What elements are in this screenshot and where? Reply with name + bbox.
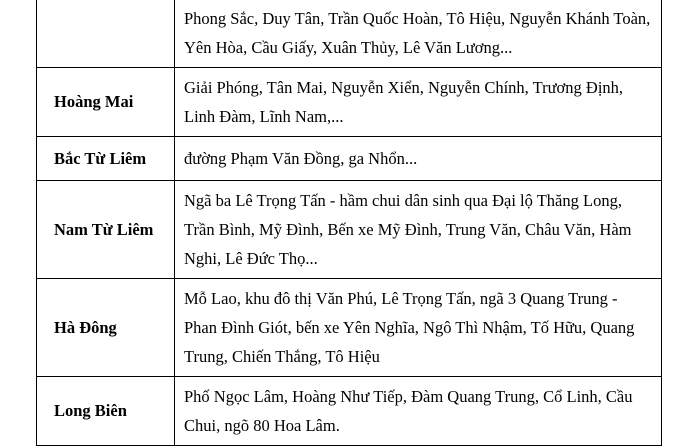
street-table — [36, 0, 662, 446]
table-row — [37, 279, 662, 377]
table-row — [37, 137, 662, 181]
street-list: đường Phạm Văn Đồng, ga Nhổn... — [175, 137, 662, 181]
street-list: Phong Sắc, Duy Tân, Trần Quốc Hoàn, Tô Hiệu, Nguyễn Khánh Toàn, Yên Hòa, Cầu Giấy, Xuân Thủy, Lê Văn Lương... — [175, 0, 662, 68]
street-list: Mỗ Lao, khu đô thị Văn Phú, Lê Trọng Tấn, ngã 3 Quang Trung - Phan Đình Giót, bến xe Yên Nghĩa, Ngô Thì Nhậm, Tố Hữu, Quang Trung, Chiến Thắng, Tô Hiệu — [175, 279, 662, 377]
district-name: Long Biên — [37, 377, 175, 446]
district-name — [37, 0, 175, 68]
table-row — [37, 68, 662, 137]
district-name: Hoàng Mai — [37, 68, 175, 137]
district-name: Bắc Từ Liêm — [37, 137, 175, 181]
street-list: Giải Phóng, Tân Mai, Nguyễn Xiển, Nguyễn Chính, Trương Định, Linh Đàm, Lĩnh Nam,... — [175, 68, 662, 137]
table-row — [37, 0, 662, 68]
table-row — [37, 377, 662, 446]
district-name: Hà Đông — [37, 279, 175, 377]
street-list: Ngã ba Lê Trọng Tấn - hầm chui dân sinh qua Đại lộ Thăng Long, Trần Bình, Mỹ Đình, Bến xe Mỹ Đình, Trung Văn, Châu Văn, Hàm Nghi, Lê Đức Thọ... — [175, 181, 662, 279]
table-row — [37, 181, 662, 279]
district-name: Nam Từ Liêm — [37, 181, 175, 279]
street-list: Phố Ngọc Lâm, Hoàng Như Tiếp, Đàm Quang Trung, Cổ Linh, Cầu Chui, ngõ 80 Hoa Lâm. — [175, 377, 662, 446]
